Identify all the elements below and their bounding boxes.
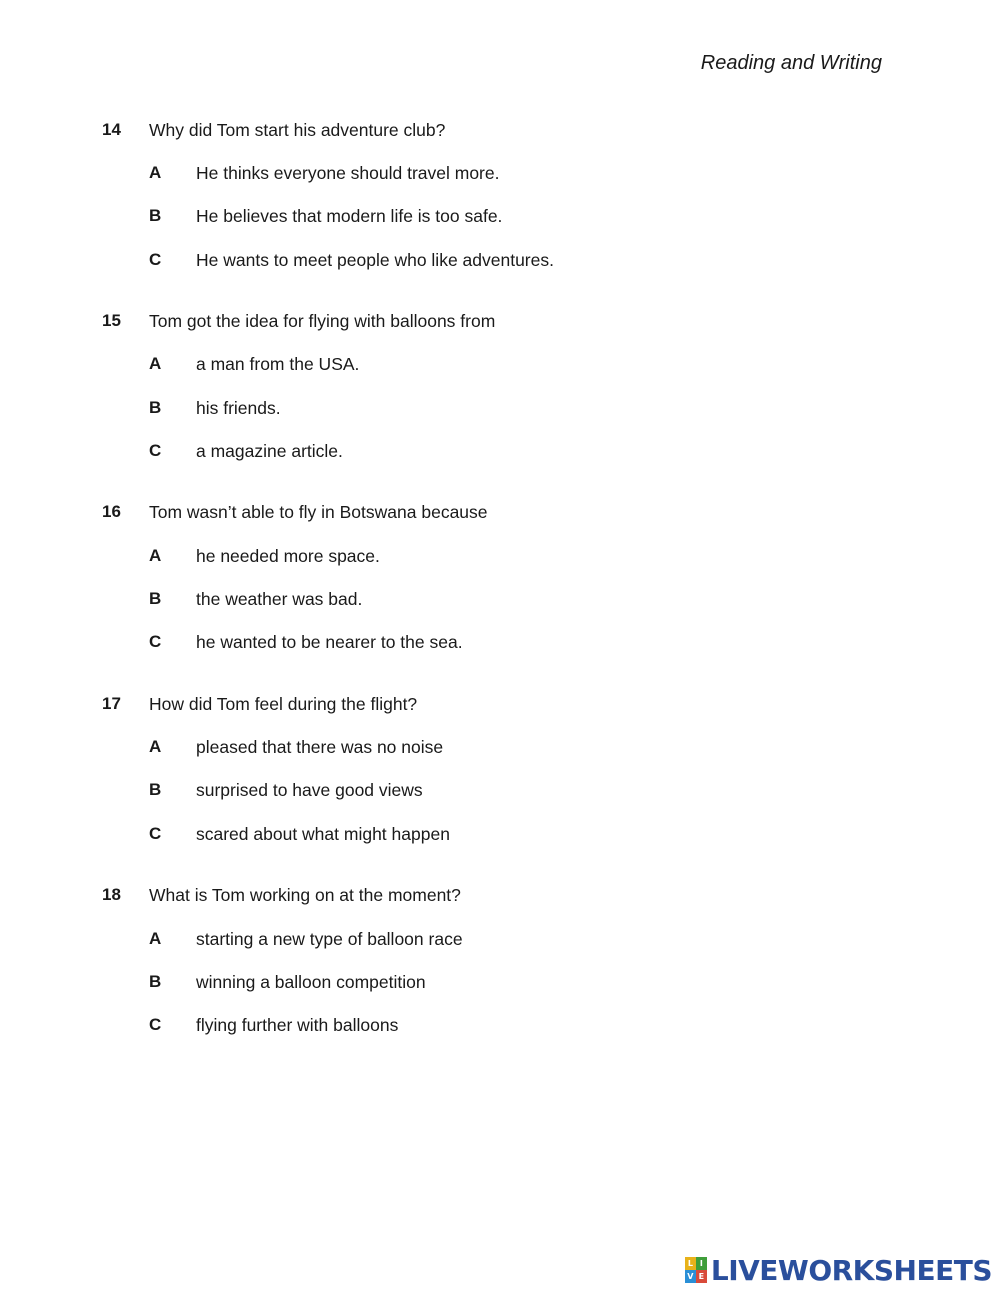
option-letter: C	[149, 250, 162, 269]
question-number: 15	[102, 311, 121, 330]
option-text: He believes that modern life is too safe.	[196, 206, 503, 226]
option-text: a magazine article.	[196, 441, 343, 461]
option-letter: B	[149, 589, 162, 608]
option-text: starting a new type of balloon race	[196, 929, 463, 949]
option-14-a[interactable]	[0, 163, 1000, 187]
question-number: 14	[102, 120, 121, 139]
option-15-b[interactable]	[0, 398, 1000, 422]
option-17-c[interactable]	[0, 824, 1000, 848]
question-17	[0, 694, 1000, 718]
option-letter: B	[149, 206, 162, 225]
option-text: the weather was bad.	[196, 589, 363, 609]
option-15-a[interactable]	[0, 354, 1000, 378]
option-letter: A	[149, 929, 162, 948]
page-header-title: Reading and Writing	[700, 52, 882, 74]
logo-tile-e: E	[696, 1270, 707, 1283]
option-text: he wanted to be nearer to the sea.	[196, 632, 463, 652]
option-letter: C	[149, 632, 162, 651]
logo-tile-l: L	[685, 1257, 696, 1270]
option-letter: A	[149, 163, 162, 182]
option-letter: B	[149, 398, 162, 417]
option-text: winning a balloon competition	[196, 972, 426, 992]
option-letter: C	[149, 824, 162, 843]
question-14	[0, 120, 1000, 144]
option-18-c[interactable]	[0, 1015, 1000, 1039]
question-number: 16	[102, 502, 121, 521]
option-18-a[interactable]	[0, 929, 1000, 953]
option-text: surprised to have good views	[196, 780, 423, 800]
option-letter: B	[149, 972, 162, 991]
logo-tile-v: V	[685, 1270, 696, 1283]
option-letter: A	[149, 546, 162, 565]
option-text: He wants to meet people who like adventures.	[196, 250, 554, 270]
option-letter: A	[149, 737, 162, 756]
option-17-b[interactable]	[0, 780, 1000, 804]
option-letter: A	[149, 354, 162, 373]
option-16-c[interactable]	[0, 632, 1000, 656]
option-text: scared about what might happen	[196, 824, 450, 844]
option-letter: C	[149, 441, 162, 460]
question-number: 18	[102, 885, 121, 904]
option-text: pleased that there was no noise	[196, 737, 444, 757]
question-15	[0, 311, 1000, 335]
question-text: Tom wasn’t able to fly in Botswana because	[149, 502, 488, 522]
question-text: How did Tom feel during the flight?	[149, 694, 418, 714]
option-16-b[interactable]	[0, 589, 1000, 613]
option-text: He thinks everyone should travel more.	[196, 163, 500, 183]
question-16	[0, 502, 1000, 526]
option-text: flying further with balloons	[196, 1015, 399, 1035]
option-letter: C	[149, 1015, 162, 1034]
option-16-a[interactable]	[0, 546, 1000, 570]
brand-name: LIVEWORKSHEETS	[710, 1253, 992, 1287]
option-text: he needed more space.	[196, 546, 380, 566]
logo-tile-i: I	[696, 1257, 707, 1270]
option-18-b[interactable]	[0, 972, 1000, 996]
option-letter: B	[149, 780, 162, 799]
question-text: What is Tom working on at the moment?	[149, 885, 461, 905]
option-14-b[interactable]	[0, 206, 1000, 230]
option-text: his friends.	[196, 398, 281, 418]
liveworksheets-logo-icon	[685, 1257, 707, 1283]
liveworksheets-brand	[685, 1253, 992, 1287]
option-15-c[interactable]	[0, 441, 1000, 465]
question-text: Why did Tom start his adventure club?	[149, 120, 446, 140]
question-text: Tom got the idea for flying with balloons from	[149, 311, 496, 331]
option-14-c[interactable]	[0, 250, 1000, 274]
option-text: a man from the USA.	[196, 354, 360, 374]
option-17-a[interactable]	[0, 737, 1000, 761]
question-number: 17	[102, 694, 121, 713]
question-18	[0, 885, 1000, 909]
